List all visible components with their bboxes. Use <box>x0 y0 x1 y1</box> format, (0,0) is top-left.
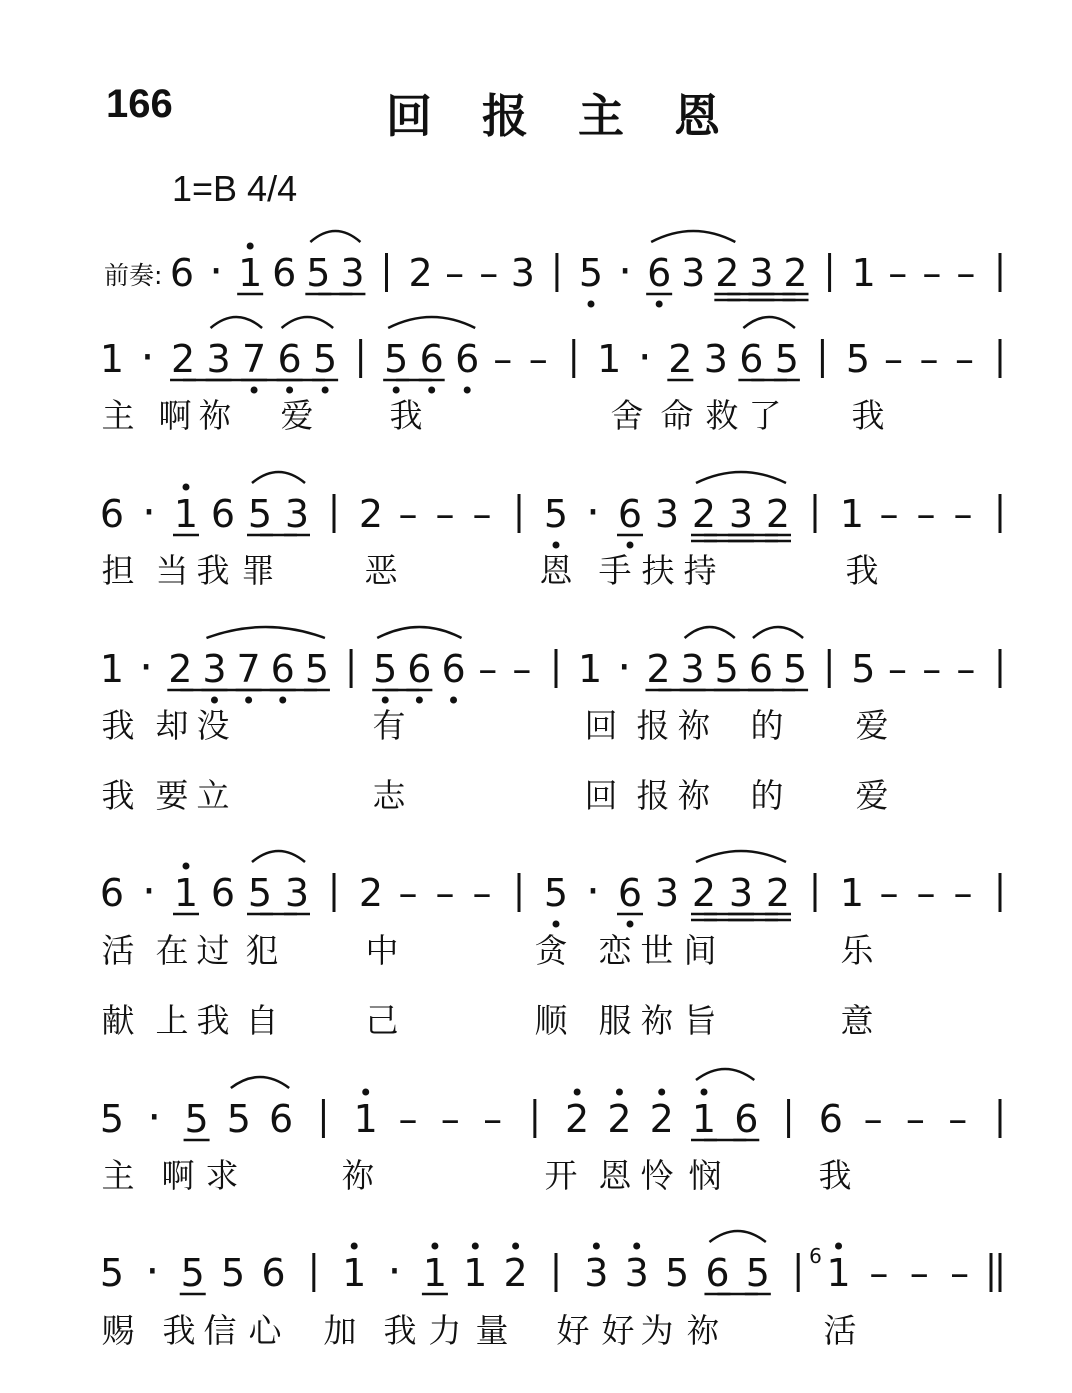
lyric-syllable: 却 <box>155 706 189 745</box>
lyric-syllable: 我 <box>101 776 135 815</box>
lyric-syllable: 量 <box>475 1311 509 1350</box>
note: 2 <box>783 251 808 295</box>
note: 5 <box>543 871 569 915</box>
note: 1 <box>173 871 199 915</box>
lyric-syllable: 我 <box>383 1311 417 1350</box>
lyric-syllable: 意 <box>840 1001 874 1040</box>
lyric-line <box>0 776 1072 820</box>
lyric-syllable: 舍 <box>610 396 644 435</box>
note: 5 <box>782 647 808 691</box>
octave-low-dot <box>322 387 329 394</box>
note: 1 <box>422 1251 448 1295</box>
note: 3 <box>284 492 310 536</box>
lyric-syllable: 恩 <box>539 551 573 590</box>
octave-low-dot <box>553 921 560 928</box>
note: 6 <box>99 492 125 536</box>
note: 6 <box>617 492 643 536</box>
lyric-syllable: 要 <box>155 776 189 815</box>
dash: – <box>888 251 908 295</box>
lyric-syllable: 爱 <box>280 396 314 435</box>
lyric-syllable: 了 <box>748 396 782 435</box>
note: 1 <box>99 337 125 381</box>
key-signature: 1=B 4/4 <box>172 168 298 209</box>
dash: – <box>483 1097 503 1141</box>
lyric-line <box>0 551 1072 595</box>
slur <box>252 851 305 862</box>
lyric-syllable: 好 <box>556 1311 590 1350</box>
lyric-syllable: 罪 <box>241 551 275 590</box>
note: 5 <box>220 1251 246 1295</box>
note: 5 <box>313 337 338 381</box>
note: 2 <box>668 337 693 381</box>
slur <box>696 1069 754 1080</box>
lyric-syllable: 立 <box>196 776 230 815</box>
note: 5 <box>226 1097 251 1141</box>
lyric-line <box>0 1156 1072 1200</box>
lyric-syllable: 持 <box>683 551 717 590</box>
note: 3 <box>703 337 728 381</box>
dot: · <box>617 642 632 693</box>
note: 1 <box>342 1251 367 1295</box>
lyric-syllable: 手 <box>598 551 632 590</box>
dash: – <box>953 871 973 915</box>
dash: – <box>478 647 498 691</box>
lyric-syllable: 祢 <box>677 706 711 745</box>
slur <box>685 627 735 638</box>
note: 6 <box>269 1097 294 1141</box>
octave-low-dot <box>450 697 457 704</box>
octave-high-dot <box>512 1243 519 1250</box>
note: 2 <box>168 647 193 691</box>
dash: – <box>479 251 499 295</box>
lyric-syllable: 我 <box>389 396 423 435</box>
lyric-syllable: 过 <box>196 931 230 970</box>
note: 3 <box>654 492 680 536</box>
lyric-syllable: 报 <box>636 776 670 815</box>
lyric-syllable: 有 <box>372 706 406 745</box>
note: 2 <box>765 492 791 536</box>
note: 6 <box>455 337 480 381</box>
slur <box>231 1077 289 1088</box>
note: 3 <box>728 871 754 915</box>
dash: – <box>922 251 942 295</box>
note: 1 <box>691 1097 717 1141</box>
dash: – <box>435 492 455 536</box>
lyric-syllable: 恩 <box>598 1156 632 1195</box>
note: 2 <box>170 337 196 381</box>
slur <box>310 231 360 242</box>
note: 6 <box>818 1097 843 1141</box>
dash: – <box>922 647 942 691</box>
note: 1 <box>238 251 263 295</box>
dash: – <box>879 492 899 536</box>
dash: – <box>950 1251 970 1295</box>
lyric-syllable: 乐 <box>840 931 874 970</box>
lyric-syllable: 我 <box>101 706 135 745</box>
slur <box>206 627 324 638</box>
dash: – <box>953 492 973 536</box>
octave-high-dot <box>835 1243 842 1250</box>
octave-low-dot <box>428 387 435 394</box>
octave-low-dot <box>211 697 218 704</box>
lyric-syllable: 报 <box>636 706 670 745</box>
lyric-syllable: 回 <box>584 776 618 815</box>
lyric-syllable: 间 <box>683 931 717 970</box>
note: 1 <box>597 337 622 381</box>
note: 2 <box>565 1097 590 1141</box>
lyric-syllable: 我 <box>845 551 879 590</box>
octave-low-dot <box>251 387 258 394</box>
dash: – <box>493 337 513 381</box>
slur <box>709 1231 765 1242</box>
note: 2 <box>358 871 384 915</box>
slur <box>377 627 461 638</box>
dash: – <box>916 492 936 536</box>
dot: · <box>209 246 224 297</box>
note: 1 <box>463 1251 488 1295</box>
slur <box>743 317 795 328</box>
octave-high-dot <box>574 1089 581 1096</box>
lyric-syllable: 担 <box>101 551 135 590</box>
note: 6 <box>270 647 295 691</box>
lyric-line <box>0 931 1072 975</box>
lyric-syllable: 贪 <box>534 931 568 970</box>
octave-low-dot <box>656 301 663 308</box>
note: 6 <box>419 337 444 381</box>
note: 1 <box>826 1251 851 1295</box>
note: 5 <box>714 647 739 691</box>
slur <box>696 472 786 483</box>
lyric-syllable: 赐 <box>101 1311 135 1350</box>
note: 6 <box>99 871 125 915</box>
dot: · <box>139 642 154 693</box>
lyric-syllable: 中 <box>365 931 399 970</box>
note: 6 <box>617 871 643 915</box>
note: 3 <box>654 871 680 915</box>
note: 6 <box>277 337 302 381</box>
note: 3 <box>202 647 227 691</box>
lyric-syllable: 求 <box>205 1156 239 1195</box>
lyric-syllable: 力 <box>428 1311 462 1350</box>
dash: – <box>883 337 903 381</box>
dash: – <box>472 492 492 536</box>
lyric-syllable: 爱 <box>855 776 889 815</box>
lyric-syllable: 恶 <box>364 551 398 590</box>
note: 5 <box>373 647 398 691</box>
note: 6 <box>210 492 236 536</box>
dash: – <box>512 647 532 691</box>
lyric-line <box>0 396 1072 440</box>
octave-low-dot <box>393 387 400 394</box>
lyric-line <box>0 1001 1072 1045</box>
lyric-syllable: 的 <box>750 706 784 745</box>
dash: – <box>956 647 976 691</box>
lyric-syllable: 服 <box>598 1001 632 1040</box>
dot: · <box>142 866 156 917</box>
note: 6 <box>705 1251 730 1295</box>
lyric-line <box>0 1311 1072 1355</box>
slur <box>753 627 803 638</box>
dash: – <box>440 1097 460 1141</box>
octave-high-dot <box>351 1243 358 1250</box>
lyric-syllable: 志 <box>372 776 406 815</box>
lyric-syllable: 己 <box>365 1001 399 1040</box>
note: 3 <box>584 1251 609 1295</box>
dash: – <box>435 871 455 915</box>
dot: · <box>637 332 652 383</box>
dash: – <box>954 337 974 381</box>
lyric-syllable: 祢 <box>341 1156 375 1195</box>
note: 2 <box>715 251 740 295</box>
octave-low-dot <box>279 697 286 704</box>
note: 5 <box>384 337 409 381</box>
slur <box>282 317 334 328</box>
note: 6 <box>734 1097 759 1141</box>
dash: – <box>445 251 465 295</box>
note: 2 <box>646 647 671 691</box>
octave-low-dot <box>627 542 634 549</box>
lyric-syllable: 命 <box>660 396 694 435</box>
note: 6 <box>210 871 236 915</box>
dash: – <box>909 1251 929 1295</box>
note: 2 <box>503 1251 528 1295</box>
dash: – <box>528 337 548 381</box>
slur <box>651 231 735 242</box>
note: 5 <box>184 1097 209 1141</box>
dash: – <box>905 1097 925 1141</box>
note: 3 <box>624 1251 649 1295</box>
dash: – <box>398 1097 418 1141</box>
octave-low-dot <box>245 697 252 704</box>
lyric-syllable: 献 <box>101 1001 135 1040</box>
note: 5 <box>745 1251 770 1295</box>
note: 3 <box>206 337 231 381</box>
lyric-syllable: 爱 <box>855 706 889 745</box>
note: 3 <box>728 492 754 536</box>
note: 3 <box>749 251 774 295</box>
note: 5 <box>304 647 330 691</box>
dot: · <box>145 1246 160 1297</box>
lyric-syllable: 开 <box>544 1156 578 1195</box>
lyric-syllable: 我 <box>851 396 885 435</box>
lyric-syllable: 我 <box>196 1001 230 1040</box>
lyric-syllable: 悯 <box>688 1156 722 1195</box>
note: 1 <box>851 251 876 295</box>
lyric-syllable: 活 <box>823 1311 857 1350</box>
lyric-syllable: 顺 <box>534 1001 568 1040</box>
lyric-syllable: 旨 <box>683 1001 717 1040</box>
note: 5 <box>180 1251 205 1295</box>
lyric-syllable: 我 <box>818 1156 852 1195</box>
note: 5 <box>99 1251 125 1295</box>
lyric-syllable: 祢 <box>677 776 711 815</box>
lyric-syllable: 心 <box>248 1311 282 1350</box>
dash: – <box>916 871 936 915</box>
lyric-syllable: 扶 <box>641 551 675 590</box>
note: 2 <box>358 492 384 536</box>
slur <box>252 472 305 483</box>
dash: – <box>956 251 976 295</box>
note: 5 <box>664 1251 690 1295</box>
octave-high-dot <box>431 1243 438 1250</box>
note: 2 <box>607 1097 632 1141</box>
lyric-syllable: 没 <box>196 706 230 745</box>
slur <box>388 317 475 328</box>
dash: – <box>888 647 908 691</box>
hymn-number: 166 <box>106 82 173 126</box>
dot: · <box>387 1246 402 1297</box>
lyric-syllable: 自 <box>245 1001 279 1040</box>
lyric-syllable: 怜 <box>640 1156 674 1195</box>
octave-low-dot <box>286 387 293 394</box>
octave-low-dot <box>464 387 471 394</box>
note: 2 <box>408 251 433 295</box>
note: 3 <box>680 647 705 691</box>
lyric-syllable: 主 <box>101 1156 135 1195</box>
note: 6 <box>647 251 672 295</box>
note: 3 <box>510 251 535 295</box>
lyric-syllable: 我 <box>162 1311 196 1350</box>
note: 5 <box>851 647 876 691</box>
lyric-syllable: 祢 <box>686 1311 720 1350</box>
note: 1 <box>578 647 603 691</box>
dash: – <box>472 871 492 915</box>
dot: · <box>586 487 600 538</box>
note: 1 <box>173 492 199 536</box>
note: 2 <box>691 871 717 915</box>
dash: – <box>398 871 418 915</box>
note: 6 <box>261 1251 286 1295</box>
note: 6 <box>169 251 195 295</box>
note: 5 <box>99 1097 125 1141</box>
lyric-syllable: 当 <box>155 551 189 590</box>
intro-label: 前奏: <box>104 261 163 290</box>
slur <box>211 317 263 328</box>
octave-high-dot <box>658 1089 665 1096</box>
note: 7 <box>236 647 261 691</box>
note: 1 <box>839 492 865 536</box>
lyric-line <box>0 706 1072 750</box>
lyric-syllable: 祢 <box>640 1001 674 1040</box>
dash: – <box>863 1097 883 1141</box>
note: 6 <box>739 337 764 381</box>
dot: · <box>140 332 155 383</box>
grace-note: 6 <box>809 1244 822 1268</box>
lyric-syllable: 恋 <box>598 931 632 970</box>
note: 5 <box>543 492 569 536</box>
octave-high-dot <box>183 484 190 491</box>
lyric-syllable: 好 <box>601 1311 635 1350</box>
lyric-syllable: 为 <box>640 1311 674 1350</box>
lyric-syllable: 的 <box>750 776 784 815</box>
octave-high-dot <box>247 243 254 250</box>
octave-high-dot <box>362 1089 369 1096</box>
octave-high-dot <box>593 1243 600 1250</box>
lyric-syllable: 在 <box>155 931 189 970</box>
lyric-syllable: 回 <box>584 706 618 745</box>
note: 2 <box>691 492 717 536</box>
dash: – <box>879 871 899 915</box>
note: 2 <box>649 1097 674 1141</box>
lyric-syllable: 上 <box>155 1001 189 1040</box>
lyric-syllable: 信 <box>203 1311 237 1350</box>
lyric-syllable: 世 <box>640 931 674 970</box>
dash: – <box>948 1097 968 1141</box>
dash: – <box>919 337 939 381</box>
note: 2 <box>765 871 791 915</box>
octave-high-dot <box>472 1243 479 1250</box>
dash: – <box>398 492 418 536</box>
slur <box>696 851 786 862</box>
lyric-syllable: 主 <box>101 396 135 435</box>
note: 3 <box>340 251 365 295</box>
dot: · <box>147 1092 162 1143</box>
note: 7 <box>241 337 267 381</box>
note: 1 <box>99 647 125 691</box>
note: 5 <box>306 251 331 295</box>
octave-high-dot <box>633 1243 640 1250</box>
lyric-syllable: 犯 <box>245 931 279 970</box>
lyric-syllable: 啊 <box>158 396 192 435</box>
octave-high-dot <box>616 1089 623 1096</box>
octave-low-dot <box>588 301 595 308</box>
note: 5 <box>578 251 604 295</box>
dot: · <box>586 866 600 917</box>
octave-low-dot <box>553 542 560 549</box>
octave-low-dot <box>416 697 423 704</box>
note: 3 <box>284 871 310 915</box>
lyric-syllable: 祢 <box>198 396 232 435</box>
note: 5 <box>774 337 799 381</box>
octave-low-dot <box>627 921 634 928</box>
dot: · <box>618 246 633 297</box>
note: 6 <box>748 647 774 691</box>
note: 6 <box>407 647 432 691</box>
octave-low-dot <box>382 697 389 704</box>
octave-high-dot <box>701 1089 708 1096</box>
note: 5 <box>247 871 273 915</box>
note: 6 <box>441 647 466 691</box>
note: 5 <box>845 337 871 381</box>
note: 5 <box>247 492 273 536</box>
lyric-syllable: 我 <box>196 551 230 590</box>
note: 6 <box>272 251 297 295</box>
lyric-syllable: 加 <box>323 1311 357 1350</box>
dash: – <box>869 1251 889 1295</box>
lyric-syllable: 救 <box>705 396 739 435</box>
note: 3 <box>681 251 706 295</box>
note: 1 <box>353 1097 378 1141</box>
octave-high-dot <box>183 863 190 870</box>
lyric-syllable: 活 <box>101 931 135 970</box>
note: 1 <box>839 871 865 915</box>
lyric-syllable: 啊 <box>161 1156 195 1195</box>
dot: · <box>142 487 156 538</box>
hymn-title: 回报主恩 <box>386 89 770 143</box>
